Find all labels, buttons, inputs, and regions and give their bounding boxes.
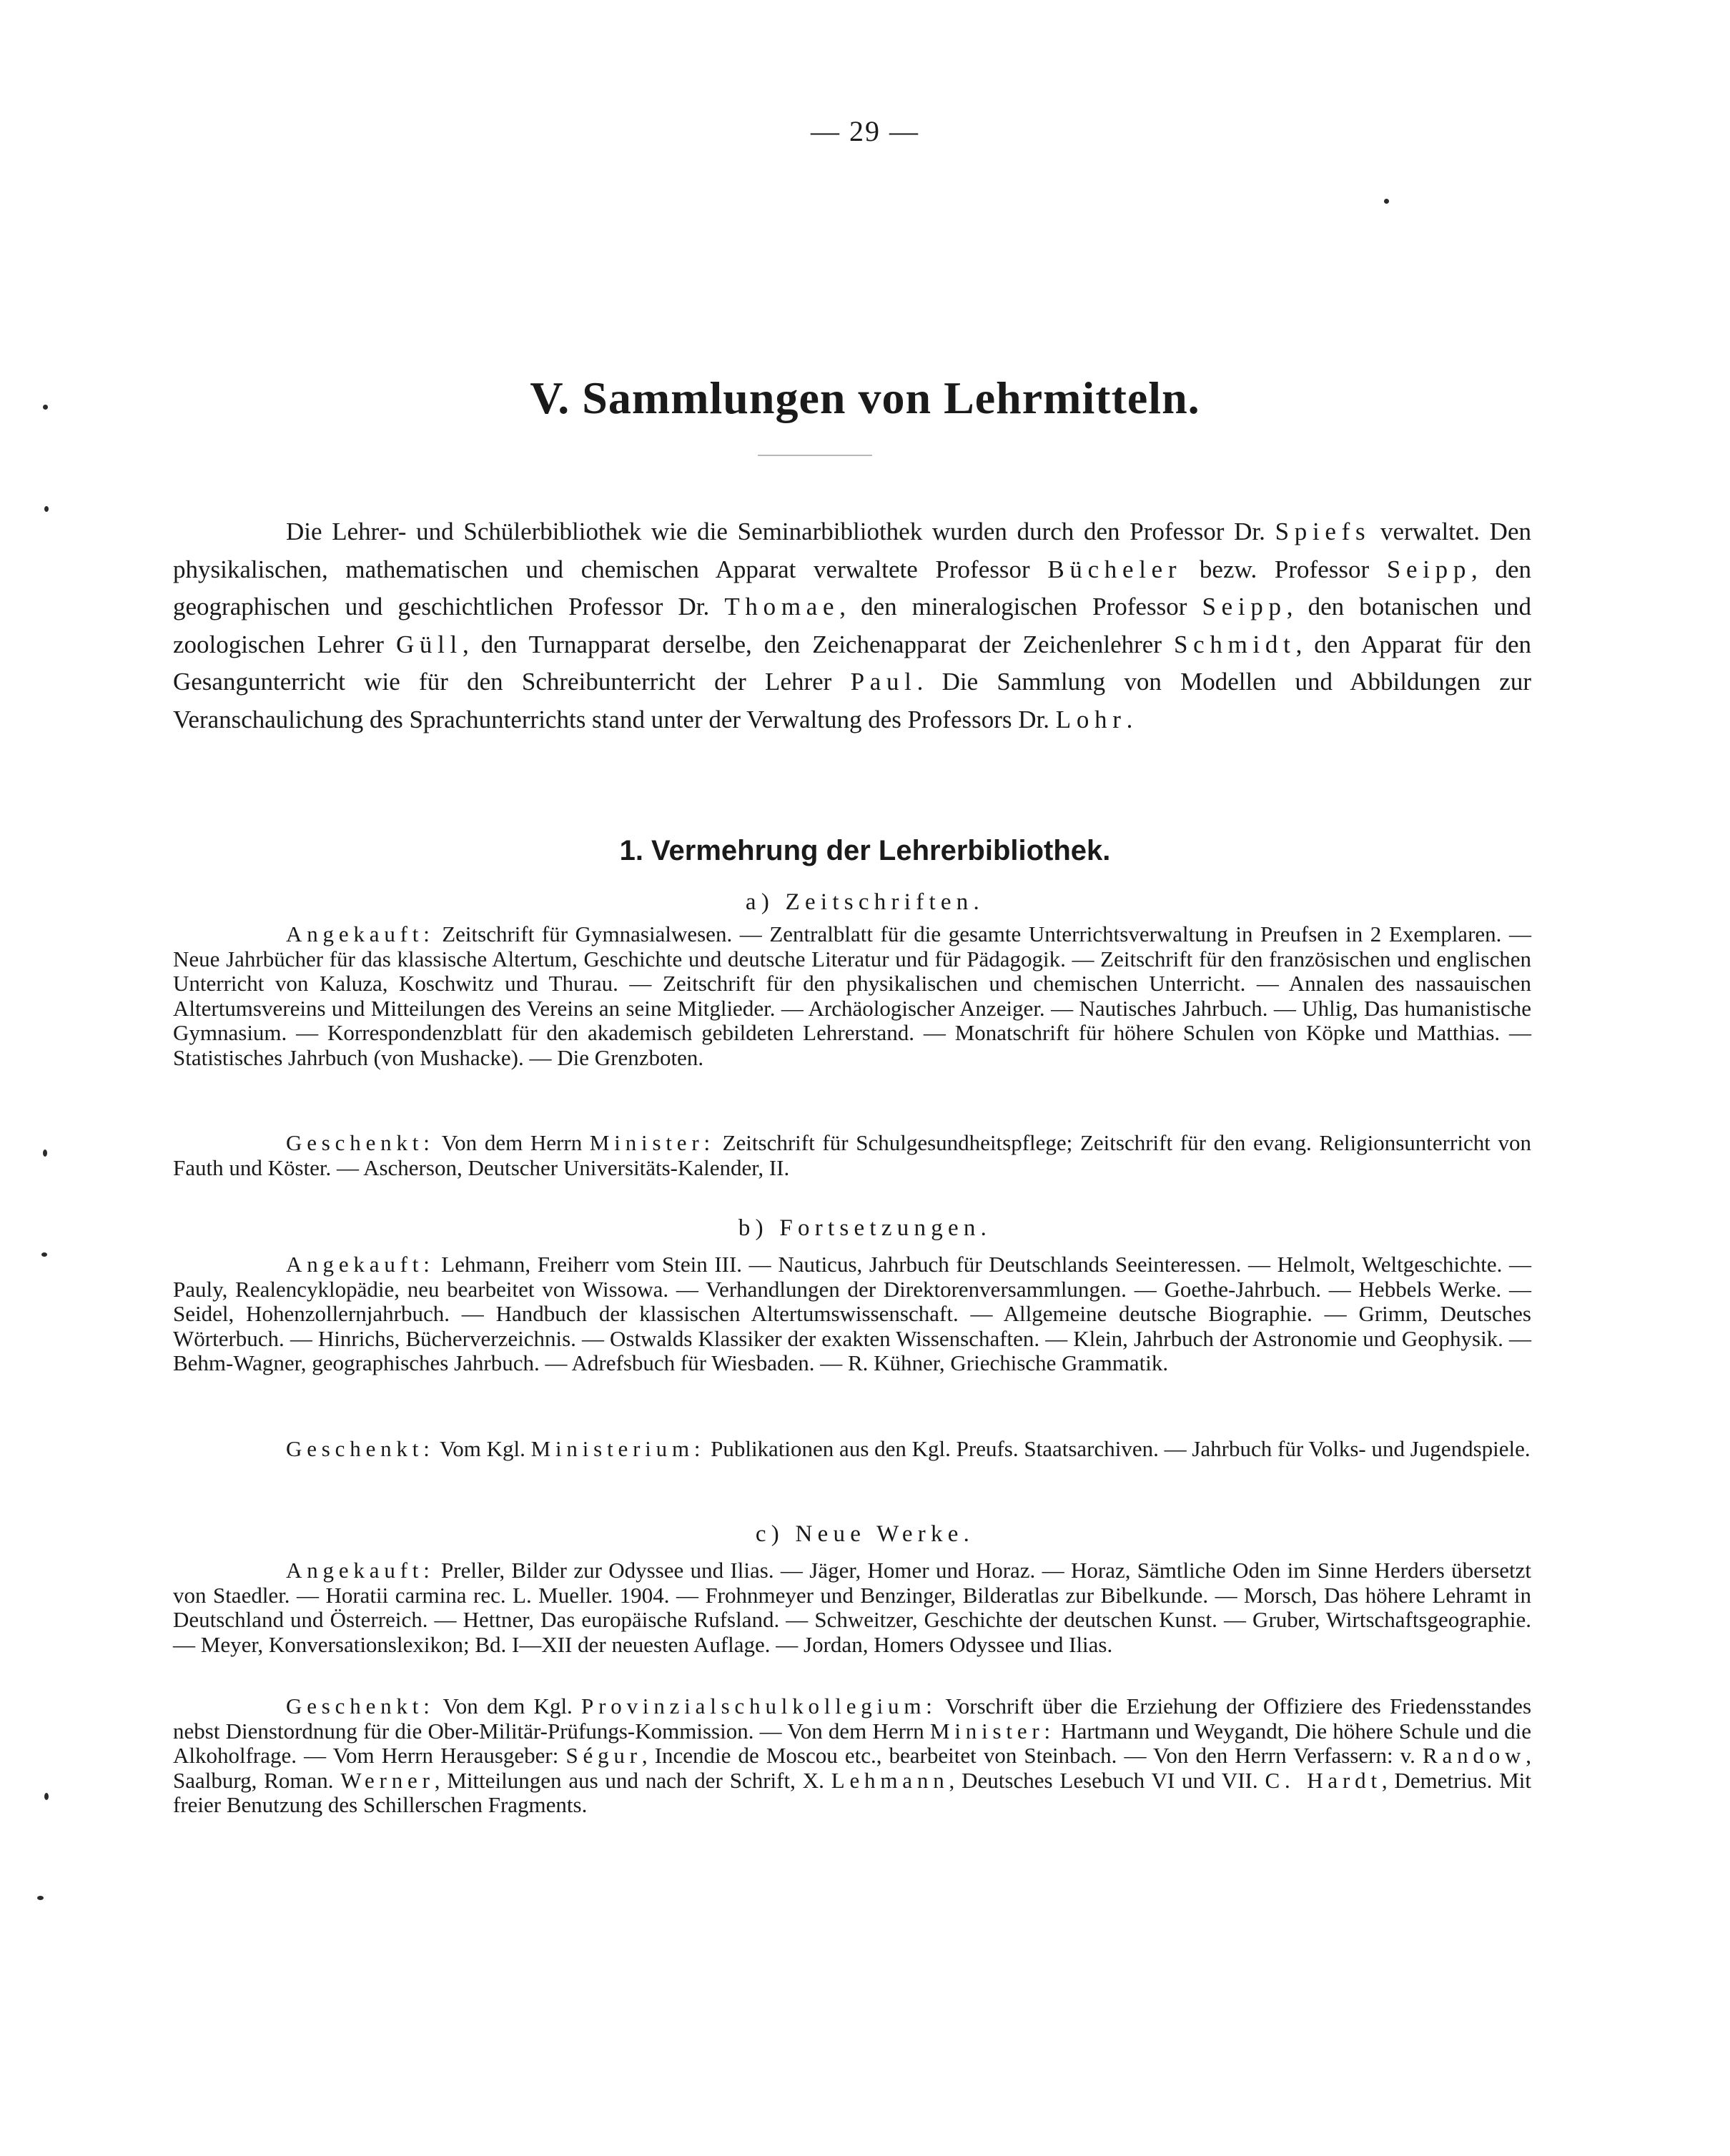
spaced-name: Lohr: [1055, 705, 1127, 733]
page-number: — 29 —: [811, 115, 919, 147]
text-run: , Saalburg, Roman.: [173, 1743, 1531, 1793]
text-run: Vom Kgl.: [434, 1436, 531, 1461]
text-run: Preller, Bilder zur Odyssee und Ilias. — Jäger, Homer und Horaz. — Horaz, Sämtliche Oden im Sinne Herders übersetzt von Staedler. — Horatii carmina rec. L. Mueller. 1904. — Frohnmeyer und Benzinger, Bilderatlas zur Bibelkunde. — Morsch, Das höhere Lehramt in Deutschland und Österreich. — Hettner, Das europäische Rufsland. — Schweitzer, Geschichte der deutschen Kunst. — Gruber, Wirtschaftsgeographie. — Meyer, Konversationslexikon; Bd. I—XII der neuesten Auflage. — Jordan, Homers Odyssee und Ilias.: [173, 1558, 1531, 1657]
text-run: bezw. Professor: [1182, 555, 1387, 583]
text-run: , den mineralogischen Professor: [839, 593, 1202, 620]
scan-speck: [37, 1896, 44, 1900]
text-run: , den Apparat für den Gesangunterricht wie für den Schreibunterricht der Lehrer: [173, 630, 1531, 696]
spaced-name: Minister:: [589, 1130, 715, 1155]
spaced-name: Angekauft:: [286, 921, 435, 946]
text-run: Von dem Kgl.: [434, 1693, 582, 1719]
spaced-name: Minister:: [929, 1718, 1055, 1744]
paragraph-fortsetzungen-angekauft: [173, 1252, 1531, 1376]
text-run: Die Lehrer- und Schülerbibliothek wie die Seminarbibliothek wurden durch den Professor Dr.: [286, 518, 1275, 545]
scan-speck: [1384, 199, 1389, 204]
text-run: , Incendie de Moscou etc., bearbeitet von Steinbach. — Von den Herrn Verfassern: v.: [641, 1743, 1423, 1768]
text-run: Zeitschrift für Schulgesundheitspflege; Zeitschrift für den evang. Religionsunterricht von Fauth und Köster. — Ascherson, Deutscher Universitäts-Kalender, II.: [173, 1130, 1531, 1180]
subsection-a-heading: a) Zeitschriften.: [745, 889, 985, 915]
spaced-name: Angekauft:: [286, 1252, 435, 1277]
spaced-name: Geschenkt:: [286, 1436, 435, 1461]
intro-paragraph: [173, 513, 1531, 738]
section-title: 1. Vermehrung der Lehrerbibliothek.: [619, 835, 1111, 866]
spaced-name: C. Hardt: [1265, 1767, 1382, 1793]
scan-speck: [43, 1149, 47, 1157]
text-run: verwaltet. Den physikalischen, mathematischen und chemischen Apparat verwaltete Professor: [173, 518, 1531, 583]
title-divider: [758, 455, 872, 456]
text-run: , Demetrius. Mit freier Benutzung des Schillerschen Fragments.: [173, 1767, 1532, 1817]
spaced-name: Ministerium:: [530, 1436, 706, 1461]
subsection-b-heading: b) Fortsetzungen.: [738, 1215, 992, 1241]
spaced-name: Randow: [1423, 1743, 1526, 1768]
spaced-name: Seipp: [1386, 555, 1472, 583]
paragraph-fortsetzungen-geschenkt: [173, 1437, 1531, 1462]
text-run: Zeitschrift für Gymnasialwesen. — Zentralblatt für die gesamte Unterrichtsverwaltung in Preufsen in 2 Exemplaren. — Neue Jahrbücher für das klassische Altertum, Geschichte und deutsche Literatur und für Pädagogik. — Zeitschrift für den französischen und englischen Unterricht von Kaluza, Koschwitz und Thurau. — Zeitschrift für den physikalischen und chemischen Unterricht. — Annalen des nassauischen Altertumsvereins und Mitteilungen des Vereins an seine Mitglieder. — Archäologischer Anzeiger. — Nautisches Jahrbuch. — Uhlig, Das humanistische Gymnasium. — Korrespondenzblatt für den akademisch gebildeten Lehrerstand. — Monatschrift für höhere Schulen von Köpke und Matthias. — Statistisches Jahrbuch (von Mushacke). — Die Grenzboten.: [173, 921, 1531, 1070]
spaced-name: Ségur: [565, 1743, 642, 1768]
spaced-name: Bücheler: [1047, 555, 1182, 583]
spaced-name: Werner: [340, 1767, 435, 1793]
text-run: Hartmann und Weygandt, Die höhere Schule und die Alkoholfrage. — Vom Herrn Herausgeber:: [173, 1718, 1531, 1768]
paragraph-neue-werke-geschenkt: [173, 1694, 1531, 1818]
spaced-name: Paul: [850, 668, 917, 696]
spaced-name: Thomae: [724, 593, 840, 620]
paragraph-zeitschriften-geschenkt: [173, 1131, 1531, 1180]
text-run: Lehmann, Freiherr vom Stein III. — Nauticus, Jahrbuch für Deutschlands Seeinteressen. — Helmolt, Weltgeschichte. — Pauly, Realencyklopädie, neu bearbeitet von Wissowa. — Verhandlungen der Direktorenversammlungen. — Goethe-Jahrbuch. — Hebbels Werke. — Seidel, Hohenzollernjahrbuch. — Handbuch der klassischen Altertumswissenschaft. — Allgemeine deutsche Biographie. — Grimm, Deutsches Wörterbuch. — Hinrichs, Bücherverzeichnis. — Ostwalds Klassiker der exakten Wissenschaften. — Klein, Jahrbuch der Astronomie und Geophysik. — Behm-Wagner, geographisches Jahrbuch. — Adrefsbuch für Wiesbaden. — R. Kühner, Griechische Grammatik.: [173, 1252, 1531, 1375]
text-run: .: [1126, 705, 1133, 733]
text-run: . Die Sammlung von Modellen und Abbildungen zur Veranschaulichung des Sprachunterrichts stand unter der Verwaltung des Professors Dr.: [173, 668, 1531, 733]
text-run: Von dem Herrn: [434, 1130, 590, 1155]
spaced-name: Angekauft:: [286, 1558, 435, 1583]
spaced-name: Provinzialschulkollegium:: [581, 1693, 937, 1719]
spaced-name: Geschenkt:: [286, 1693, 435, 1719]
text-run: , den botanischen und zoologischen Lehrer: [173, 593, 1531, 658]
spaced-name: Lehmann: [831, 1767, 949, 1793]
chapter-title: V. Sammlungen von Lehrmitteln.: [530, 372, 1200, 423]
text-run: Publikationen aus den Kgl. Preufs. Staatsarchiven. — Jahrbuch für Volks- und Jugendspiele.: [705, 1436, 1531, 1461]
spaced-name: Seipp: [1202, 593, 1287, 620]
text-run: , Mitteilungen aus und nach der Schrift, X.: [434, 1767, 831, 1793]
text-run: , Deutsches Lesebuch VI und VII.: [949, 1767, 1265, 1793]
subsection-c-heading: c) Neue Werke.: [755, 1521, 975, 1547]
paragraph-zeitschriften-angekauft: [173, 922, 1531, 1070]
spaced-name: Geschenkt:: [286, 1130, 435, 1155]
paragraph-neue-werke-angekauft: [173, 1558, 1531, 1657]
spaced-name: Spiefs: [1275, 518, 1371, 545]
scan-speck: [44, 506, 49, 512]
text-run: , den geographischen und geschichtlichen Professor Dr.: [173, 555, 1532, 620]
scan-speck: [43, 405, 48, 410]
text-run: , den Turnapparat derselbe, den Zeichenapparat der Zeichenlehrer: [462, 630, 1174, 658]
scan-speck: [41, 1252, 47, 1257]
spaced-name: Güll: [395, 630, 463, 658]
text-run: Vorschrift über die Erziehung der Offiziere des Friedensstandes nebst Dienstordnung für die Ober-Militär-Prüfungs-Kommission. — Von dem Herrn: [173, 1693, 1532, 1744]
scan-speck: [44, 1793, 49, 1800]
spaced-name: Schmidt: [1173, 630, 1296, 658]
